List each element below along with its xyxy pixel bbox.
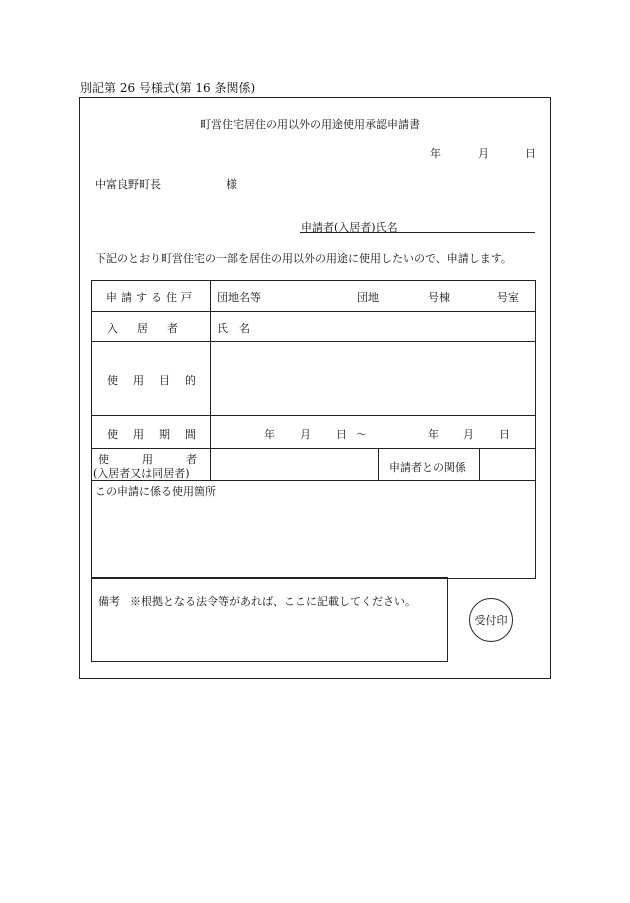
label-user-note: (入居者又は同居者) <box>93 467 190 480</box>
label-user: 使 用 者 <box>98 453 197 466</box>
reception-stamp <box>469 598 513 642</box>
gou-tou-label: 号棟 <box>428 291 450 304</box>
applicant-name-label: 申請者(入居者)氏名 <box>301 221 398 234</box>
remarks-label: 備考 <box>98 595 120 608</box>
relation-divider-right <box>479 448 480 480</box>
resident-name-label: 氏 名 <box>217 322 250 335</box>
usage-location-label: この申請に係る使用箇所 <box>95 485 216 498</box>
intro-text: 下記のとおり町営住宅の一部を居住の用以外の用途に使用したいので、申請します。 <box>95 252 512 265</box>
period-to-month: 月 <box>463 428 474 441</box>
period-to-year: 年 <box>428 428 439 441</box>
label-purpose: 使 用 目 的 <box>107 374 198 387</box>
form-title: 町営住宅居住の用以外の用途使用承認申請書 <box>200 118 420 131</box>
date-day-label: 日 <box>525 147 536 160</box>
gou-shitsu-label: 号室 <box>497 291 519 304</box>
period-to-day: 日 <box>499 428 510 441</box>
date-month-label: 月 <box>478 147 489 160</box>
date-year-label: 年 <box>430 147 441 160</box>
addressee-honorific: 様 <box>226 178 237 191</box>
label-dwelling: 申請する住戸 <box>106 291 196 304</box>
danchi-label: 団地 <box>357 291 379 304</box>
row-divider-3 <box>91 415 536 416</box>
reception-stamp-label: 受付印 <box>474 614 508 627</box>
danchi-name-label: 団地名等 <box>217 291 261 304</box>
relation-label: 申請者との関係 <box>389 461 466 474</box>
label-period: 使 用 期 間 <box>107 428 198 441</box>
period-from-day: 日 <box>336 428 347 441</box>
relation-divider-left <box>378 448 379 480</box>
remarks-box <box>91 577 448 662</box>
row-divider-4 <box>91 448 536 449</box>
applicant-name-underline <box>300 232 535 233</box>
label-resident: 入 居 者 <box>107 322 182 335</box>
label-column-divider <box>210 280 211 480</box>
period-from-month: 月 <box>300 428 311 441</box>
period-from-year: 年 <box>264 428 275 441</box>
addressee-name: 中富良野町長 <box>95 178 161 191</box>
row-divider-2 <box>91 341 536 342</box>
header-note: 別記第 26 号様式(第 16 条関係) <box>80 81 256 95</box>
period-tilde: ～ <box>356 428 367 441</box>
row-divider-1 <box>91 311 536 312</box>
remarks-note: ※根拠となる法令等があれば、ここに記載してください。 <box>130 595 416 608</box>
